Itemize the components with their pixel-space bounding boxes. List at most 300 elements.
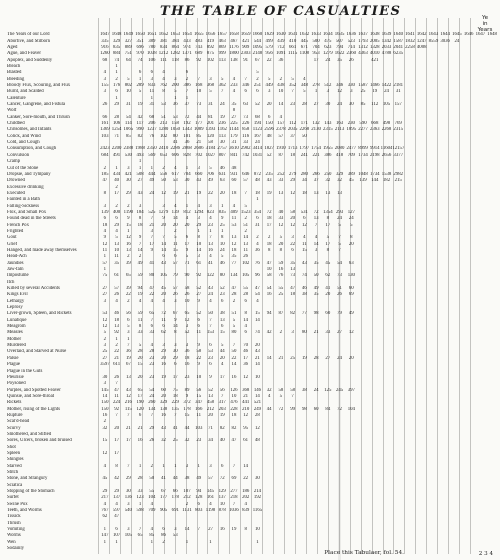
table-cell: 249	[253, 406, 262, 412]
table-cell: 21	[243, 393, 249, 399]
table-cell: 38	[301, 292, 307, 298]
table-cell	[205, 197, 217, 202]
table-cell	[486, 89, 498, 94]
table-cell	[475, 96, 487, 101]
table-cell: 17	[172, 374, 178, 380]
table-cell: 2	[115, 184, 118, 190]
table-cell: 14	[278, 102, 284, 108]
table-cell	[404, 223, 416, 228]
table-cell: 1650	[135, 32, 145, 38]
column-rule	[153, 18, 154, 554]
table-cell	[451, 166, 463, 171]
table-cell	[357, 96, 369, 101]
table-cell	[486, 64, 498, 69]
table-cell: 397	[347, 387, 355, 393]
table-cell: 1	[103, 254, 107, 260]
table-cell	[287, 108, 299, 113]
table-cell: 28	[114, 114, 119, 120]
table-cell: 17	[325, 241, 331, 247]
table-cell	[486, 362, 498, 367]
table-cell: 1	[138, 165, 142, 171]
table-cell: 7	[138, 241, 142, 247]
column-rule	[448, 18, 449, 554]
row-label: Poysoned	[7, 381, 26, 387]
table-cell: 4	[209, 298, 212, 304]
table-cell: 65	[137, 387, 143, 393]
table-cell	[345, 159, 357, 164]
table-cell	[451, 438, 463, 443]
table-cell: 30	[219, 140, 225, 146]
table-cell	[486, 229, 498, 234]
table-cell: 128	[195, 495, 203, 501]
table-cell: 3	[291, 235, 294, 241]
row-label: Cramp	[7, 159, 21, 165]
table-cell: 30	[102, 374, 108, 380]
table-cell: 22	[290, 241, 296, 247]
table-cell: 112	[371, 102, 379, 108]
table-cell: 1328	[369, 44, 380, 50]
table-cell: 61	[114, 273, 119, 279]
table-cell: 7	[185, 89, 189, 95]
table-cell	[486, 343, 498, 348]
table-cell: 828	[183, 152, 191, 158]
table-cell: 10	[278, 89, 284, 95]
table-cell	[451, 419, 463, 424]
table-cell: 18	[266, 241, 272, 247]
table-cell: 89	[184, 387, 190, 393]
table-cell	[404, 495, 416, 500]
table-cell	[439, 394, 451, 399]
table-cell: 11	[114, 254, 119, 260]
table-cell: 835	[218, 209, 226, 215]
table-cell	[439, 407, 451, 412]
table-cell: 74	[301, 273, 307, 279]
table-cell: 218	[230, 495, 238, 501]
table-cell	[298, 58, 310, 63]
table-cell: 23	[208, 355, 213, 361]
table-cell: 1643	[428, 32, 439, 38]
table-cell: 80	[301, 330, 307, 336]
table-cell: 1369	[100, 127, 110, 133]
table-cell: 2423	[100, 146, 110, 152]
table-cell	[404, 51, 416, 56]
table-cell	[451, 172, 463, 177]
table-cell: 44	[184, 425, 190, 431]
table-cell: 130	[347, 273, 355, 279]
table-cell	[357, 394, 369, 399]
table-cell: 7	[244, 190, 247, 196]
table-cell	[439, 381, 451, 386]
table-cell: 53	[172, 533, 178, 539]
table-cell: 82	[137, 133, 143, 139]
table-cell	[486, 407, 498, 412]
table-cell: 279	[289, 171, 297, 177]
table-cell	[463, 153, 475, 158]
table-cell	[486, 540, 498, 545]
table-cell	[205, 381, 217, 386]
table-cell: 21	[137, 425, 143, 431]
table-cell	[486, 242, 498, 247]
table-cell: 4	[162, 298, 165, 304]
table-cell: 706	[206, 171, 215, 177]
table-cell: 2	[103, 419, 107, 425]
table-cell	[475, 502, 487, 507]
table-cell: 30	[125, 178, 131, 184]
table-cell: 25	[290, 355, 296, 361]
page-number: 2 3 4	[478, 551, 493, 557]
table-cell	[486, 426, 498, 431]
table-cell	[404, 89, 416, 94]
table-cell	[451, 514, 463, 519]
table-cell: 47	[102, 178, 108, 184]
column-rule	[393, 18, 394, 554]
table-cell	[357, 311, 369, 316]
table-cell: 72	[337, 406, 342, 412]
table-cell	[404, 349, 416, 354]
table-cell	[240, 70, 252, 75]
table-cell: 12	[301, 222, 307, 228]
table-cell: 812	[183, 209, 191, 215]
table-cell	[475, 235, 487, 240]
row-label: Rupture	[7, 412, 23, 418]
table-cell	[439, 146, 451, 151]
table-cell: 875	[206, 51, 215, 57]
table-cell: 1	[209, 228, 212, 234]
table-cell: 3	[150, 228, 153, 234]
table-cell: 23	[149, 374, 155, 380]
table-cell	[439, 324, 451, 329]
table-cell: 17	[149, 241, 155, 247]
table-cell: 49	[208, 178, 213, 184]
table-cell: 7	[221, 89, 224, 95]
table-cell: 1	[197, 463, 200, 469]
table-cell	[475, 51, 487, 56]
table-cell: 802	[124, 83, 132, 89]
table-cell: 87	[278, 311, 284, 317]
column-rule	[142, 18, 143, 554]
table-cell: 1634	[323, 32, 333, 38]
table-cell: 12	[102, 450, 108, 456]
table-cell: 74	[114, 57, 119, 63]
table-cell: 67	[255, 57, 260, 63]
table-cell	[451, 134, 463, 139]
row-label: Aged	[7, 44, 18, 50]
table-cell	[486, 438, 498, 443]
table-cell: 6	[221, 463, 224, 469]
table-cell	[404, 146, 416, 151]
table-cell	[463, 394, 475, 399]
table-cell	[486, 489, 498, 494]
table-cell: 46	[219, 165, 225, 171]
table-cell: 4	[232, 203, 236, 209]
table-cell: 29	[161, 349, 166, 355]
table-cell	[345, 349, 357, 354]
table-cell: 41	[161, 476, 166, 482]
table-cell	[240, 419, 252, 424]
table-cell: 139	[359, 178, 367, 184]
table-cell: 75	[102, 273, 108, 279]
table-cell: 6	[197, 324, 200, 330]
table-cell	[357, 229, 369, 234]
table-cell: 43	[125, 387, 131, 393]
row-label: Jaw-faln	[7, 267, 24, 273]
table-cell: 5	[221, 76, 224, 82]
table-cell	[475, 89, 487, 94]
table-cell	[486, 337, 498, 342]
table-cell: 7	[150, 412, 153, 418]
table-cell	[345, 426, 357, 431]
table-cell: 1630	[276, 32, 286, 38]
table-cell: 346	[335, 83, 344, 89]
table-cell: 9	[221, 216, 224, 222]
table-cell	[451, 267, 463, 272]
table-cell	[451, 229, 463, 234]
table-cell: 3	[267, 89, 271, 95]
table-cell: 5	[209, 165, 212, 171]
table-cell: 98	[301, 406, 307, 412]
table-cell	[451, 204, 463, 209]
table-cell: 22	[125, 292, 131, 298]
table-cell	[439, 121, 451, 126]
table-cell: 17	[325, 222, 331, 228]
table-cell	[439, 502, 451, 507]
table-cell: 68	[255, 114, 260, 120]
table-cell	[404, 254, 416, 259]
table-cell: 1793	[358, 38, 368, 44]
table-cell: 1	[138, 501, 142, 507]
table-cell	[439, 508, 451, 513]
table-cell: 38	[219, 311, 225, 317]
table-cell: 909	[242, 44, 250, 50]
table-cell	[439, 70, 451, 75]
table-cell	[357, 356, 369, 361]
table-cell: 990	[136, 127, 144, 133]
table-cell	[451, 153, 463, 158]
table-cell	[463, 96, 475, 101]
table-cell	[298, 527, 310, 532]
table-cell: 13	[337, 190, 342, 196]
table-cell: 96	[255, 273, 260, 279]
table-cell	[439, 140, 451, 145]
row-label: Stitch	[7, 470, 19, 476]
table-cell	[357, 70, 369, 75]
table-cell: 3	[174, 343, 177, 349]
table-cell: 3	[162, 343, 165, 349]
table-cell: 8	[162, 89, 165, 95]
table-cell: 4	[150, 501, 153, 507]
table-cell	[287, 318, 299, 323]
table-cell: 64	[125, 57, 131, 63]
table-cell: 4	[185, 216, 189, 222]
column-rule	[295, 18, 296, 554]
table-cell: 56	[125, 311, 131, 317]
column-rule	[273, 18, 274, 554]
table-cell: 104	[347, 406, 355, 412]
table-cell	[287, 476, 299, 481]
table-cell	[193, 70, 205, 75]
table-cell	[357, 318, 369, 323]
table-cell: 42	[137, 114, 143, 120]
table-cell: 115	[124, 406, 132, 412]
table-cell: 1	[174, 95, 177, 101]
table-cell: 137	[218, 495, 226, 501]
table-cell	[181, 514, 193, 519]
table-cell: 2	[115, 343, 118, 349]
table-cell: 33	[325, 330, 331, 336]
table-cell: 29	[114, 102, 119, 108]
table-cell: 421	[371, 57, 379, 63]
table-cell: 386	[324, 152, 332, 158]
table-cell: 19	[266, 190, 272, 196]
table-cell	[463, 102, 475, 107]
table-cell	[451, 242, 463, 247]
table-cell	[486, 51, 498, 56]
table-cell	[486, 476, 498, 481]
table-cell: 743	[195, 44, 203, 50]
table-cell	[439, 153, 451, 158]
table-cell: 123	[136, 495, 144, 501]
table-cell	[451, 464, 463, 469]
table-cell: 5	[338, 241, 341, 247]
table-cell: 18	[255, 190, 260, 196]
table-cell	[463, 146, 475, 151]
table-cell: 3	[103, 343, 107, 349]
table-cell: 2	[103, 165, 107, 171]
table-cell	[345, 299, 357, 304]
table-cell: 150	[101, 406, 109, 412]
table-cell: 86	[161, 533, 166, 539]
table-cell: 27	[231, 114, 237, 120]
table-cell	[463, 419, 475, 424]
table-cell: 20	[290, 216, 296, 222]
table-cell: 105	[124, 533, 132, 539]
table-cell: 20	[208, 412, 213, 418]
table-cell: 7	[209, 317, 212, 323]
table-cell	[486, 223, 498, 228]
table-cell: 32	[266, 387, 272, 393]
table-cell: 3597	[100, 362, 110, 368]
column-rule	[175, 18, 176, 554]
table-cell: 84	[325, 406, 331, 412]
table-cell: 6	[221, 298, 224, 304]
row-label: Fainted in a Bath	[7, 197, 40, 203]
table-cell: 20	[219, 355, 225, 361]
table-cell: 1754	[311, 146, 321, 152]
row-label: Drowned	[7, 178, 25, 184]
table-cell	[463, 451, 475, 456]
table-cell	[463, 476, 475, 481]
table-cell: 40	[114, 178, 119, 184]
table-cell: 2080	[334, 146, 345, 152]
table-cell	[357, 299, 369, 304]
table-cell: 117	[136, 121, 144, 127]
table-cell: 71	[184, 260, 190, 266]
table-cell: 1	[103, 539, 107, 545]
table-cell: 590	[359, 121, 367, 127]
table-cell: 5	[185, 254, 189, 260]
table-cell	[134, 64, 146, 69]
table-cell: 44	[266, 406, 272, 412]
table-cell: 2363	[369, 127, 380, 133]
table-cell: 368	[242, 387, 250, 393]
column-rule	[207, 18, 208, 554]
table-cell: 1649	[123, 32, 134, 38]
table-cell	[404, 140, 416, 145]
table-cell	[439, 191, 451, 196]
table-cell	[193, 381, 205, 386]
table-cell: 11	[161, 317, 166, 323]
table-cell: 8	[244, 311, 247, 317]
table-cell	[475, 514, 487, 519]
table-cell: 1713	[287, 146, 298, 152]
table-cell	[451, 210, 463, 215]
table-cell	[486, 318, 498, 323]
table-cell	[439, 343, 451, 348]
table-cell: 6	[174, 254, 177, 260]
column-rule	[262, 18, 263, 554]
table-cell: 1642	[416, 32, 427, 38]
table-cell: 35	[231, 102, 237, 108]
table-cell	[134, 419, 146, 424]
table-cell: 6	[174, 362, 177, 368]
table-cell: 7	[115, 412, 118, 418]
table-cell: 19	[372, 89, 378, 95]
table-cell: 13	[125, 247, 131, 253]
table-cell: 463	[218, 38, 226, 44]
table-cell: 5	[127, 76, 130, 82]
table-cell	[451, 121, 463, 126]
table-cell: 213	[159, 121, 168, 127]
table-cell: 75	[172, 387, 178, 393]
table-cell	[181, 229, 193, 234]
table-cell: 24	[149, 393, 155, 399]
table-cell	[404, 508, 416, 513]
table-cell: 171	[300, 121, 308, 127]
table-cell	[486, 394, 498, 399]
table-cell: 14	[161, 247, 166, 253]
table-cell: 61	[243, 438, 249, 444]
table-cell: 1212	[158, 51, 169, 57]
table-cell: 6	[162, 527, 165, 533]
table-cell	[357, 419, 369, 424]
table-cell	[475, 185, 487, 190]
table-cell: 13	[125, 374, 131, 380]
table-cell: 289	[136, 83, 144, 89]
table-cell	[345, 533, 357, 538]
table-cell	[463, 527, 475, 532]
row-label: Leprosy	[7, 305, 23, 311]
table-cell: 62	[325, 273, 331, 279]
table-cell	[240, 197, 252, 202]
table-cell	[463, 191, 475, 196]
table-cell	[298, 464, 310, 469]
table-cell	[345, 96, 357, 101]
table-cell	[463, 337, 475, 342]
table-cell: 441	[242, 400, 250, 406]
table-cell	[451, 337, 463, 342]
table-cell: 2268	[299, 127, 310, 133]
table-cell: 11	[172, 241, 178, 247]
table-cell: 751	[124, 51, 132, 57]
table-cell	[451, 394, 463, 399]
table-cell: 556	[159, 171, 168, 177]
table-cell: 36	[243, 362, 249, 368]
table-cell	[345, 375, 357, 380]
row-label: Scal'd-head	[7, 419, 30, 425]
footer-note: Place this Tabulaer, fol. 54.	[324, 550, 404, 556]
table-cell: 35	[337, 57, 342, 63]
table-cell: 12	[231, 241, 237, 247]
